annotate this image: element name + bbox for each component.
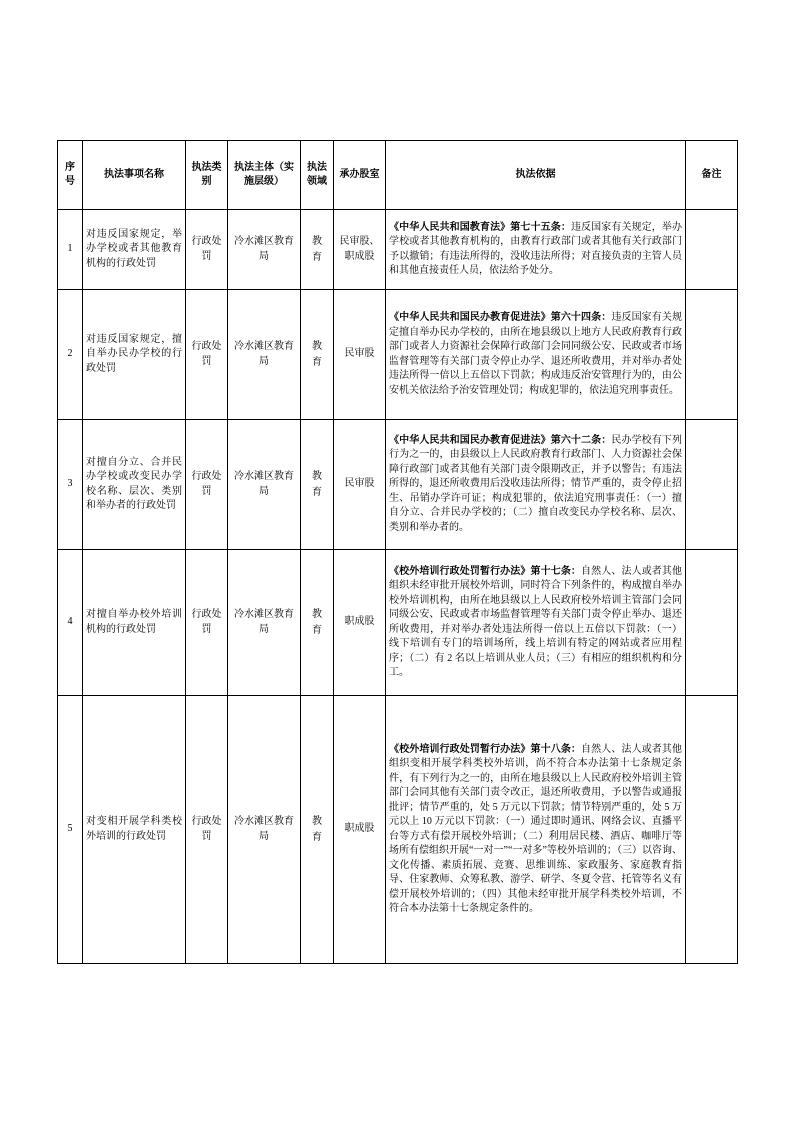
cell-subject: 冷水滩区教育局 <box>228 420 301 550</box>
cell-remark <box>686 290 738 420</box>
basis-text: 自然人、法人或者其他组织未经审批开展校外培训，同时符合下列条件的，构成擅自举办校外培训机构，由所在地县级以上人民政府校外培训主管部门会同同级公安、民政或者市场监督管理等有关部门责令停止举办、退还所收费用，并对举办者处违法所得一倍以上五倍以下罚款：（一）线下培训有专门的培训场所，线上培训有特定的网站或者应用程序；（二）有 2 名以上培训从业人员；（三）有相应的组织机构和分工。 <box>389 565 683 678</box>
cell-subject: 冷水滩区教育局 <box>228 696 301 964</box>
cell-index: 5 <box>58 696 83 964</box>
cell-category: 行政处罚 <box>186 420 228 550</box>
cell-remark <box>686 210 738 290</box>
col-header-name: 执法事项名称 <box>83 141 186 210</box>
col-header-remark: 备注 <box>686 141 738 210</box>
cell-index: 4 <box>58 550 83 696</box>
col-header-office: 承办股室 <box>334 141 386 210</box>
col-header-basis: 执法依据 <box>386 141 686 210</box>
cell-legal-basis <box>386 290 686 420</box>
cell-matter-name: 对违反国家规定，举办学校或者其他教育机构的行政处罚 <box>83 210 186 290</box>
basis-text: 自然人、法人或者其他组织变相开展学科类校外培训，尚不符合本办法第十七条规定条件，有下列行为之一的，由所在地县级以上人民政府校外培训主管部门会同其他有关部门责令改正，退还所收费用，予以警告或通报批评；情节严重的，处 5 万元以下罚款；情节特别严重的，处 5 万元以上 10 万元以下罚款：（一）通过即时通讯、网络会议、直播平台等方式有偿开展校外培训；（二）利用居民楼、酒店、咖啡厅等场所有偿组织开展“一对一”“一对多”等校外培训的；（三）以咨询、文化传播、素质拓展、竞赛、思维训练、家政服务、家庭教育指导、住家教师、众筹私教、游学、研学、冬夏令营、托管等名义有偿开展校外培训的；（四）其他未经审批开展学科类校外培训，不符合本办法第十七条规定条件的。 <box>389 743 683 914</box>
basis-text: 违反国家有关规定，举办学校或者其他教育机构的，由教育行政部门或者其他有关行政部门予以撤销；有违法所得的，没收违法所得；对直接负责的主管人员和其他直接责任人员，依法给予处分。 <box>389 221 683 276</box>
cell-index: 2 <box>58 290 83 420</box>
field-label: 教育 <box>312 815 322 843</box>
cell-legal-basis <box>386 420 686 550</box>
col-header-index: 序号 <box>58 141 83 210</box>
basis-text: 违反国家有关规定擅自举办民办学校的，由所在地县级以上地方人民政府教育行政部门或者人力资源社会保障行政部门会同同级公安、民政或者市场监督管理等有关部门责令停止办学、退还所收费用，并对举办者处违法所得一倍以上五倍以下罚款；构成违反治安管理行为的，由公安机关依法给予治安管理处罚；构成犯罪的，依法追究刑事责任。 <box>389 312 683 396</box>
cell-field <box>301 210 334 290</box>
table-row <box>58 210 738 290</box>
cell-legal-basis <box>386 550 686 696</box>
basis-title: 《校外培训行政处罚暂行办法》第十七条： <box>389 565 582 577</box>
table-row <box>58 696 738 964</box>
basis-title: 《中华人民共和国民办教育促进法》第六十二条： <box>389 434 612 446</box>
cell-index: 1 <box>58 210 83 290</box>
cell-subject: 冷水滩区教育局 <box>228 550 301 696</box>
cell-subject: 冷水滩区教育局 <box>228 290 301 420</box>
table-header-row <box>58 141 738 210</box>
cell-subject: 冷水滩区教育局 <box>228 210 301 290</box>
field-label: 教育 <box>312 235 322 263</box>
cell-category: 行政处罚 <box>186 210 228 290</box>
table-row <box>58 420 738 550</box>
cell-field <box>301 290 334 420</box>
enforcement-matters-table <box>57 140 738 964</box>
field-label: 教育 <box>312 608 322 636</box>
cell-field <box>301 420 334 550</box>
cell-matter-name: 对违反国家规定，擅自举办民办学校的行政处罚 <box>83 290 186 420</box>
cell-matter-name: 对变相开展学科类校外培训的行政处罚 <box>83 696 186 964</box>
cell-remark <box>686 696 738 964</box>
cell-legal-basis <box>386 696 686 964</box>
field-label: 教育 <box>312 470 322 498</box>
table-row <box>58 550 738 696</box>
cell-matter-name: 对擅自分立、合并民办学校或改变民办学校名称、层次、类别和举办者的行政处罚 <box>83 420 186 550</box>
cell-office: 民审股 <box>334 290 386 420</box>
cell-index: 3 <box>58 420 83 550</box>
basis-title: 《校外培训行政处罚暂行办法》第十八条： <box>389 743 582 755</box>
cell-remark <box>686 550 738 696</box>
field-label: 教育 <box>312 340 322 368</box>
cell-field <box>301 550 334 696</box>
col-header-subject: 执法主体（实施层级） <box>228 141 301 210</box>
basis-text: 民办学校有下列行为之一的，由县级以上人民政府教育行政部门、人力资源社会保障行政部门或者其他有关部门责令限期改正，并予以警告；有违法所得的，退还所收费用后没收违法所得；情节严重的，责令停止招生、吊销办学许可证；构成犯罪的，依法追究刑事责任：（一）擅自分立、合并民办学校的；（二）擅自改变民办学校名称、层次、类别和举办者的。 <box>389 434 683 533</box>
cell-office: 职成股 <box>334 696 386 964</box>
cell-office: 职成股 <box>334 550 386 696</box>
cell-category: 行政处罚 <box>186 696 228 964</box>
cell-category: 行政处罚 <box>186 550 228 696</box>
cell-office: 民审股、职成股 <box>334 210 386 290</box>
basis-title: 《中华人民共和国教育法》第七十五条： <box>389 221 571 233</box>
basis-title: 《中华人民共和国民办教育促进法》第六十四条： <box>389 312 612 323</box>
cell-legal-basis <box>386 210 686 290</box>
cell-remark <box>686 420 738 550</box>
table-row <box>58 290 738 420</box>
cell-category: 行政处罚 <box>186 290 228 420</box>
cell-office: 民审股 <box>334 420 386 550</box>
cell-field <box>301 696 334 964</box>
col-header-category: 执法类别 <box>186 141 228 210</box>
cell-matter-name: 对擅自举办校外培训机构的行政处罚 <box>83 550 186 696</box>
col-header-field: 执法领域 <box>301 141 334 210</box>
